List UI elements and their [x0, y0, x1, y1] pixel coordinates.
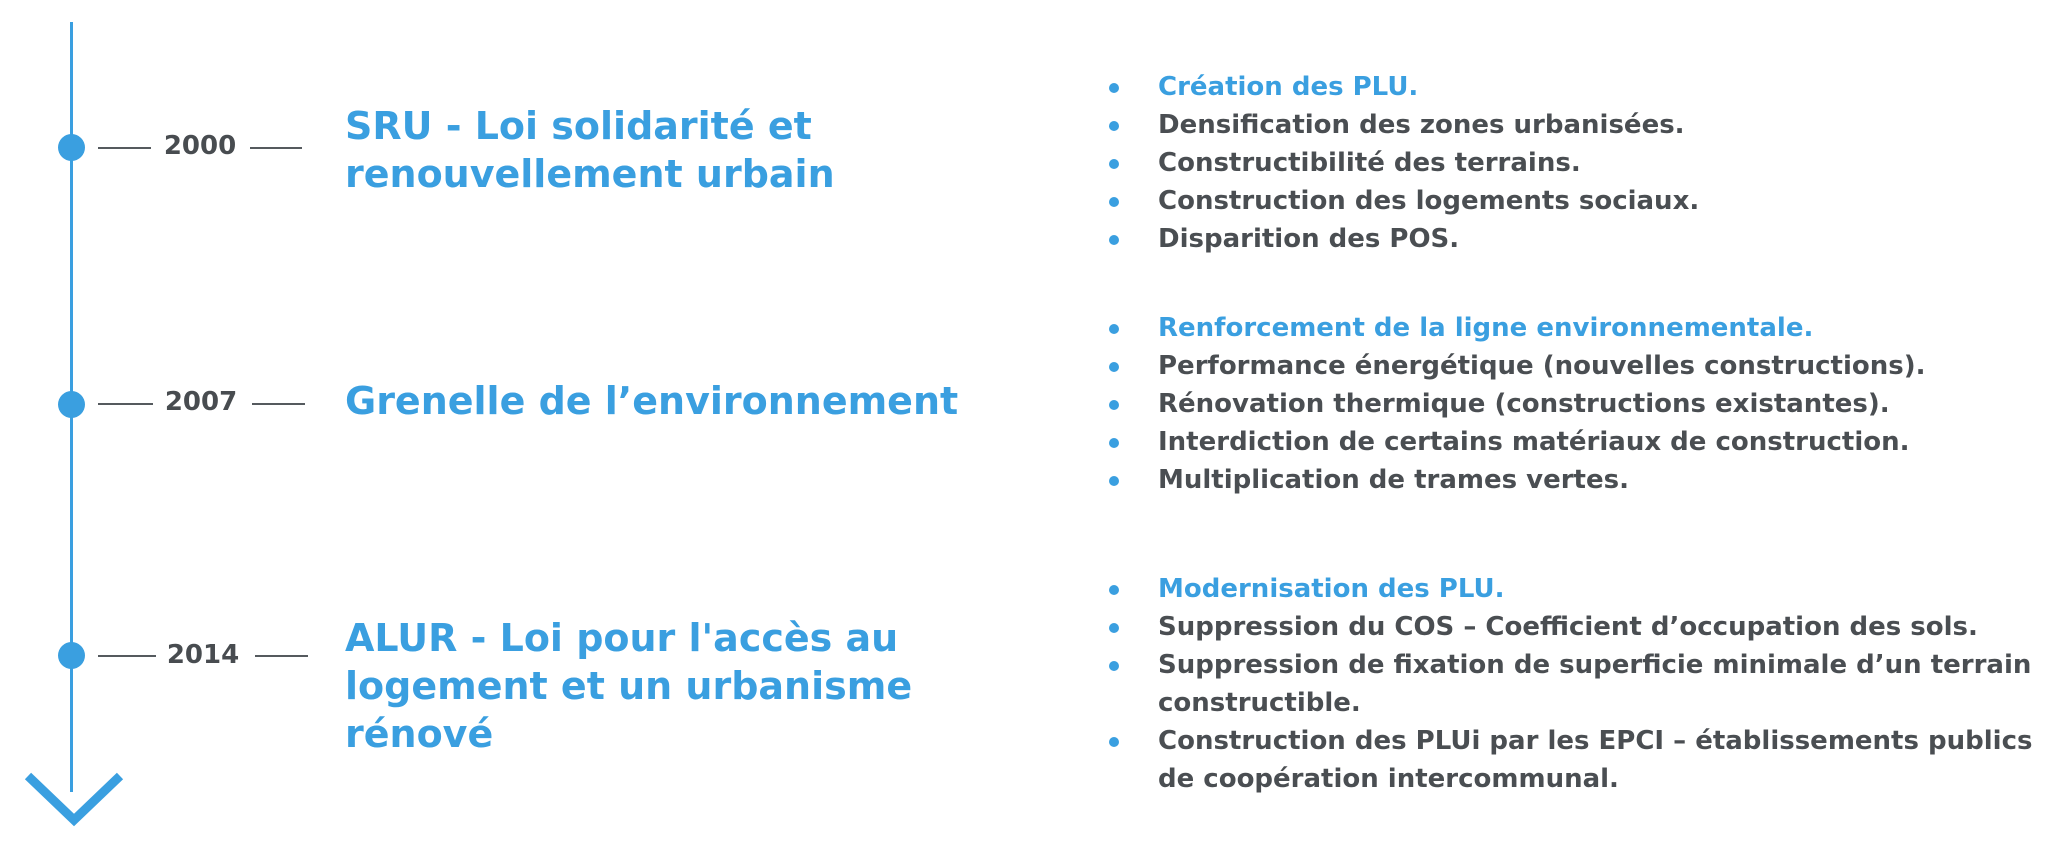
year-label: 2007 — [164, 387, 238, 417]
tick-right — [250, 147, 302, 149]
bullet-item: Constructibilité des terrains. — [1108, 144, 2038, 182]
bullet-list — [1108, 68, 2038, 258]
bullet-dot — [1109, 661, 1119, 671]
bullet-item: Création des PLU. — [1108, 68, 2038, 106]
bullet-item: Rénovation thermique (constructions existantes). — [1108, 385, 2038, 423]
bullet-dot — [1109, 623, 1119, 633]
bullet-dot — [1109, 362, 1119, 372]
law-title: ALUR - Loi pour l'accès au logement et un urbanisme rénové — [345, 616, 913, 756]
bullet-item: Suppression de fixation de superficie minimale d’un terrain constructible. — [1108, 646, 2038, 722]
law-title: SRU - Loi solidarité et renouvellement urbain — [345, 104, 835, 196]
bullet-dot — [1109, 121, 1119, 131]
tick-right — [252, 403, 305, 405]
bullet-dot — [1109, 476, 1119, 486]
bullet-item: Multiplication de trames vertes. — [1108, 461, 2038, 499]
bullet-dot — [1109, 400, 1119, 410]
bullet-dot — [1109, 324, 1119, 334]
bullet-dot — [1109, 438, 1119, 448]
bullet-item: Interdiction de certains matériaux de construction. — [1108, 423, 2038, 461]
bullet-item: Densification des zones urbanisées. — [1108, 106, 2038, 144]
year-label: 2000 — [163, 131, 237, 161]
bullet-item: Construction des logements sociaux. — [1108, 182, 2038, 220]
bullet-dot — [1109, 737, 1119, 747]
bullet-dot — [1109, 83, 1119, 93]
timeline-dot — [58, 134, 85, 161]
bullet-item: Disparition des POS. — [1108, 220, 2038, 258]
bullet-list — [1108, 309, 2038, 499]
tick-left — [98, 403, 153, 405]
bullet-item: Modernisation des PLU. — [1108, 570, 2038, 608]
bullet-item: Renforcement de la ligne environnementale. — [1108, 309, 2038, 347]
tick-left — [98, 147, 151, 149]
bullet-list — [1108, 570, 2038, 798]
bullet-item: Construction des PLUi par les EPCI – établissements publics de coopération intercommunal. — [1108, 722, 2038, 798]
bullet-item: Suppression du COS – Coefficient d’occupation des sols. — [1108, 608, 2038, 646]
timeline-dot — [58, 391, 85, 418]
bullet-dot — [1109, 197, 1119, 207]
bullet-dot — [1109, 585, 1119, 595]
bullet-dot — [1109, 159, 1119, 169]
year-label: 2014 — [166, 640, 240, 670]
law-title: Grenelle de l’environnement — [345, 379, 959, 423]
bullet-dot — [1109, 235, 1119, 245]
bullet-item: Performance énergétique (nouvelles constructions). — [1108, 347, 2038, 385]
timeline-dot — [58, 642, 85, 669]
tick-right — [255, 655, 308, 657]
chevron-down-icon — [24, 770, 124, 834]
